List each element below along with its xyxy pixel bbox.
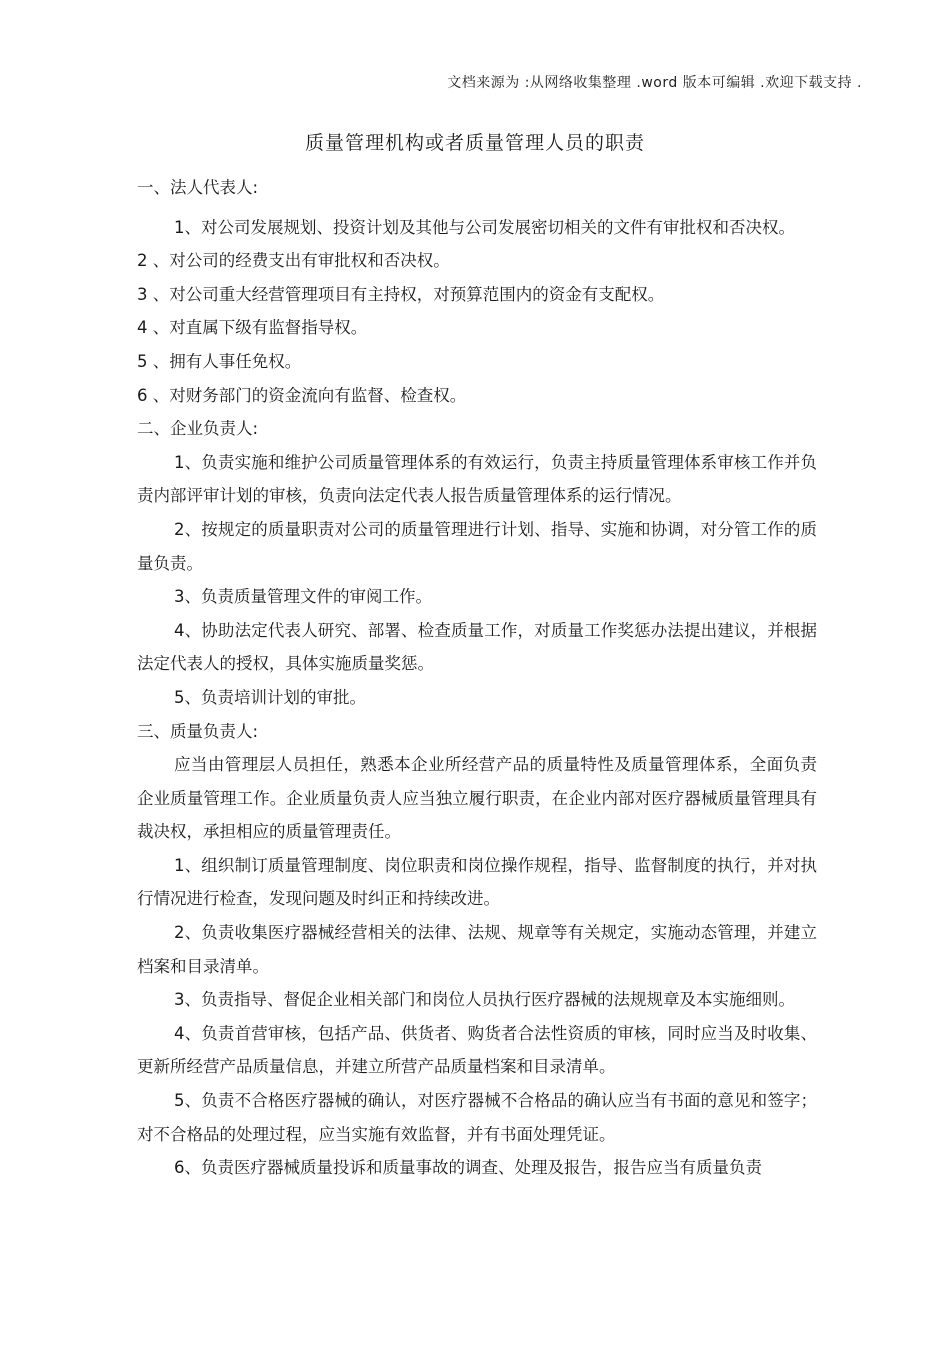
legal-rep-item-5: 5 、拥有人事任免权。 [137, 351, 302, 371]
quality-head-item-2: 2、负责收集医疗器械经营相关的法律、法规、规章等有关规定，实施动态管理，并建立档案和目录清单。 [137, 923, 817, 976]
legal-rep-item-1: 1、对公司发展规划、投资计划及其他与公司发展密切相关的文件有审批权和否决权。 [174, 217, 795, 237]
quality-head-item-5: 5、负责不合格医疗器械的确认，对医疗器械不合格品的确认应当有书面的意见和签字；对不合格品的处理过程，应当实施有效监督，并有书面处理凭证。 [137, 1091, 817, 1144]
source-note: 文档来源为 :从网络收集整理 .word 版本可编辑 .欢迎下载支持 . [447, 75, 862, 91]
document-body [137, 171, 817, 1185]
enterprise-head-item-2: 2、按规定的质量职责对公司的质量管理进行计划、指导、实施和协调，对分管工作的质量负责。 [137, 519, 817, 573]
section-heading-enterprise-head: 二、企业负责人: [137, 419, 259, 439]
quality-head-item-4: 4、负责首营审核，包括产品、供货者、购货者合法性资质的审核，同时应当及时收集、更新所经营产品质量信息，并建立所营产品质量档案和目录清单。 [137, 1023, 817, 1077]
legal-rep-item-2: 2 、对公司的经费支出有审批权和否决权。 [137, 251, 450, 271]
enterprise-head-item-4: 4、协助法定代表人研究、部署、检查质量工作，对质量工作奖惩办法提出建议，并根据法定代表人的授权，具体实施质量奖惩。 [137, 620, 817, 674]
quality-head-item-1: 1、组织制订质量管理制度、岗位职责和岗位操作规程，指导、监督制度的执行，并对执行情况进行检查，发现问题及时纠正和持续改进。 [137, 855, 817, 909]
section-heading-quality-head: 三、质量负责人: [137, 721, 259, 741]
enterprise-head-item-5: 5、负责培训计划的审批。 [174, 687, 366, 707]
enterprise-head-item-1: 1、负责实施和维护公司质量管理体系的有效运行，负责主持质量管理体系审核工作并负责内部评审计划的审核，负责向法定代表人报告质量管理体系的运行情况。 [137, 452, 817, 506]
legal-rep-item-4: 4 、对直属下级有监督指导权。 [137, 318, 368, 338]
legal-rep-item-3: 3 、对公司重大经营管理项目有主持权，对预算范围内的资金有支配权。 [137, 284, 665, 304]
section-heading-legal-rep: 一、法人代表人: [137, 178, 259, 197]
quality-head-item-3: 3、负责指导、督促企业相关部门和岗位人员执行医疗器械的法规规章及本实施细则。 [174, 990, 795, 1010]
document-title: 质量管理机构或者质量管理人员的职责 [304, 132, 645, 154]
legal-rep-item-6: 6 、对财务部门的资金流向有监督、检查权。 [137, 385, 467, 405]
quality-head-intro: 应当由管理层人员担任，熟悉本企业所经营产品的质量特性及质量管理体系，全面负责企业质量管理工作。企业质量负责人应当独立履行职责，在企业内部对医疗器械质量管理具有裁决权，承担相应的质量管理责任。 [137, 755, 817, 842]
enterprise-head-item-3: 3、负责质量管理文件的审阅工作。 [174, 587, 432, 607]
quality-head-item-6: 6、负责医疗器械质量投诉和质量事故的调查、处理及报告，报告应当有质量负责 [174, 1158, 762, 1178]
